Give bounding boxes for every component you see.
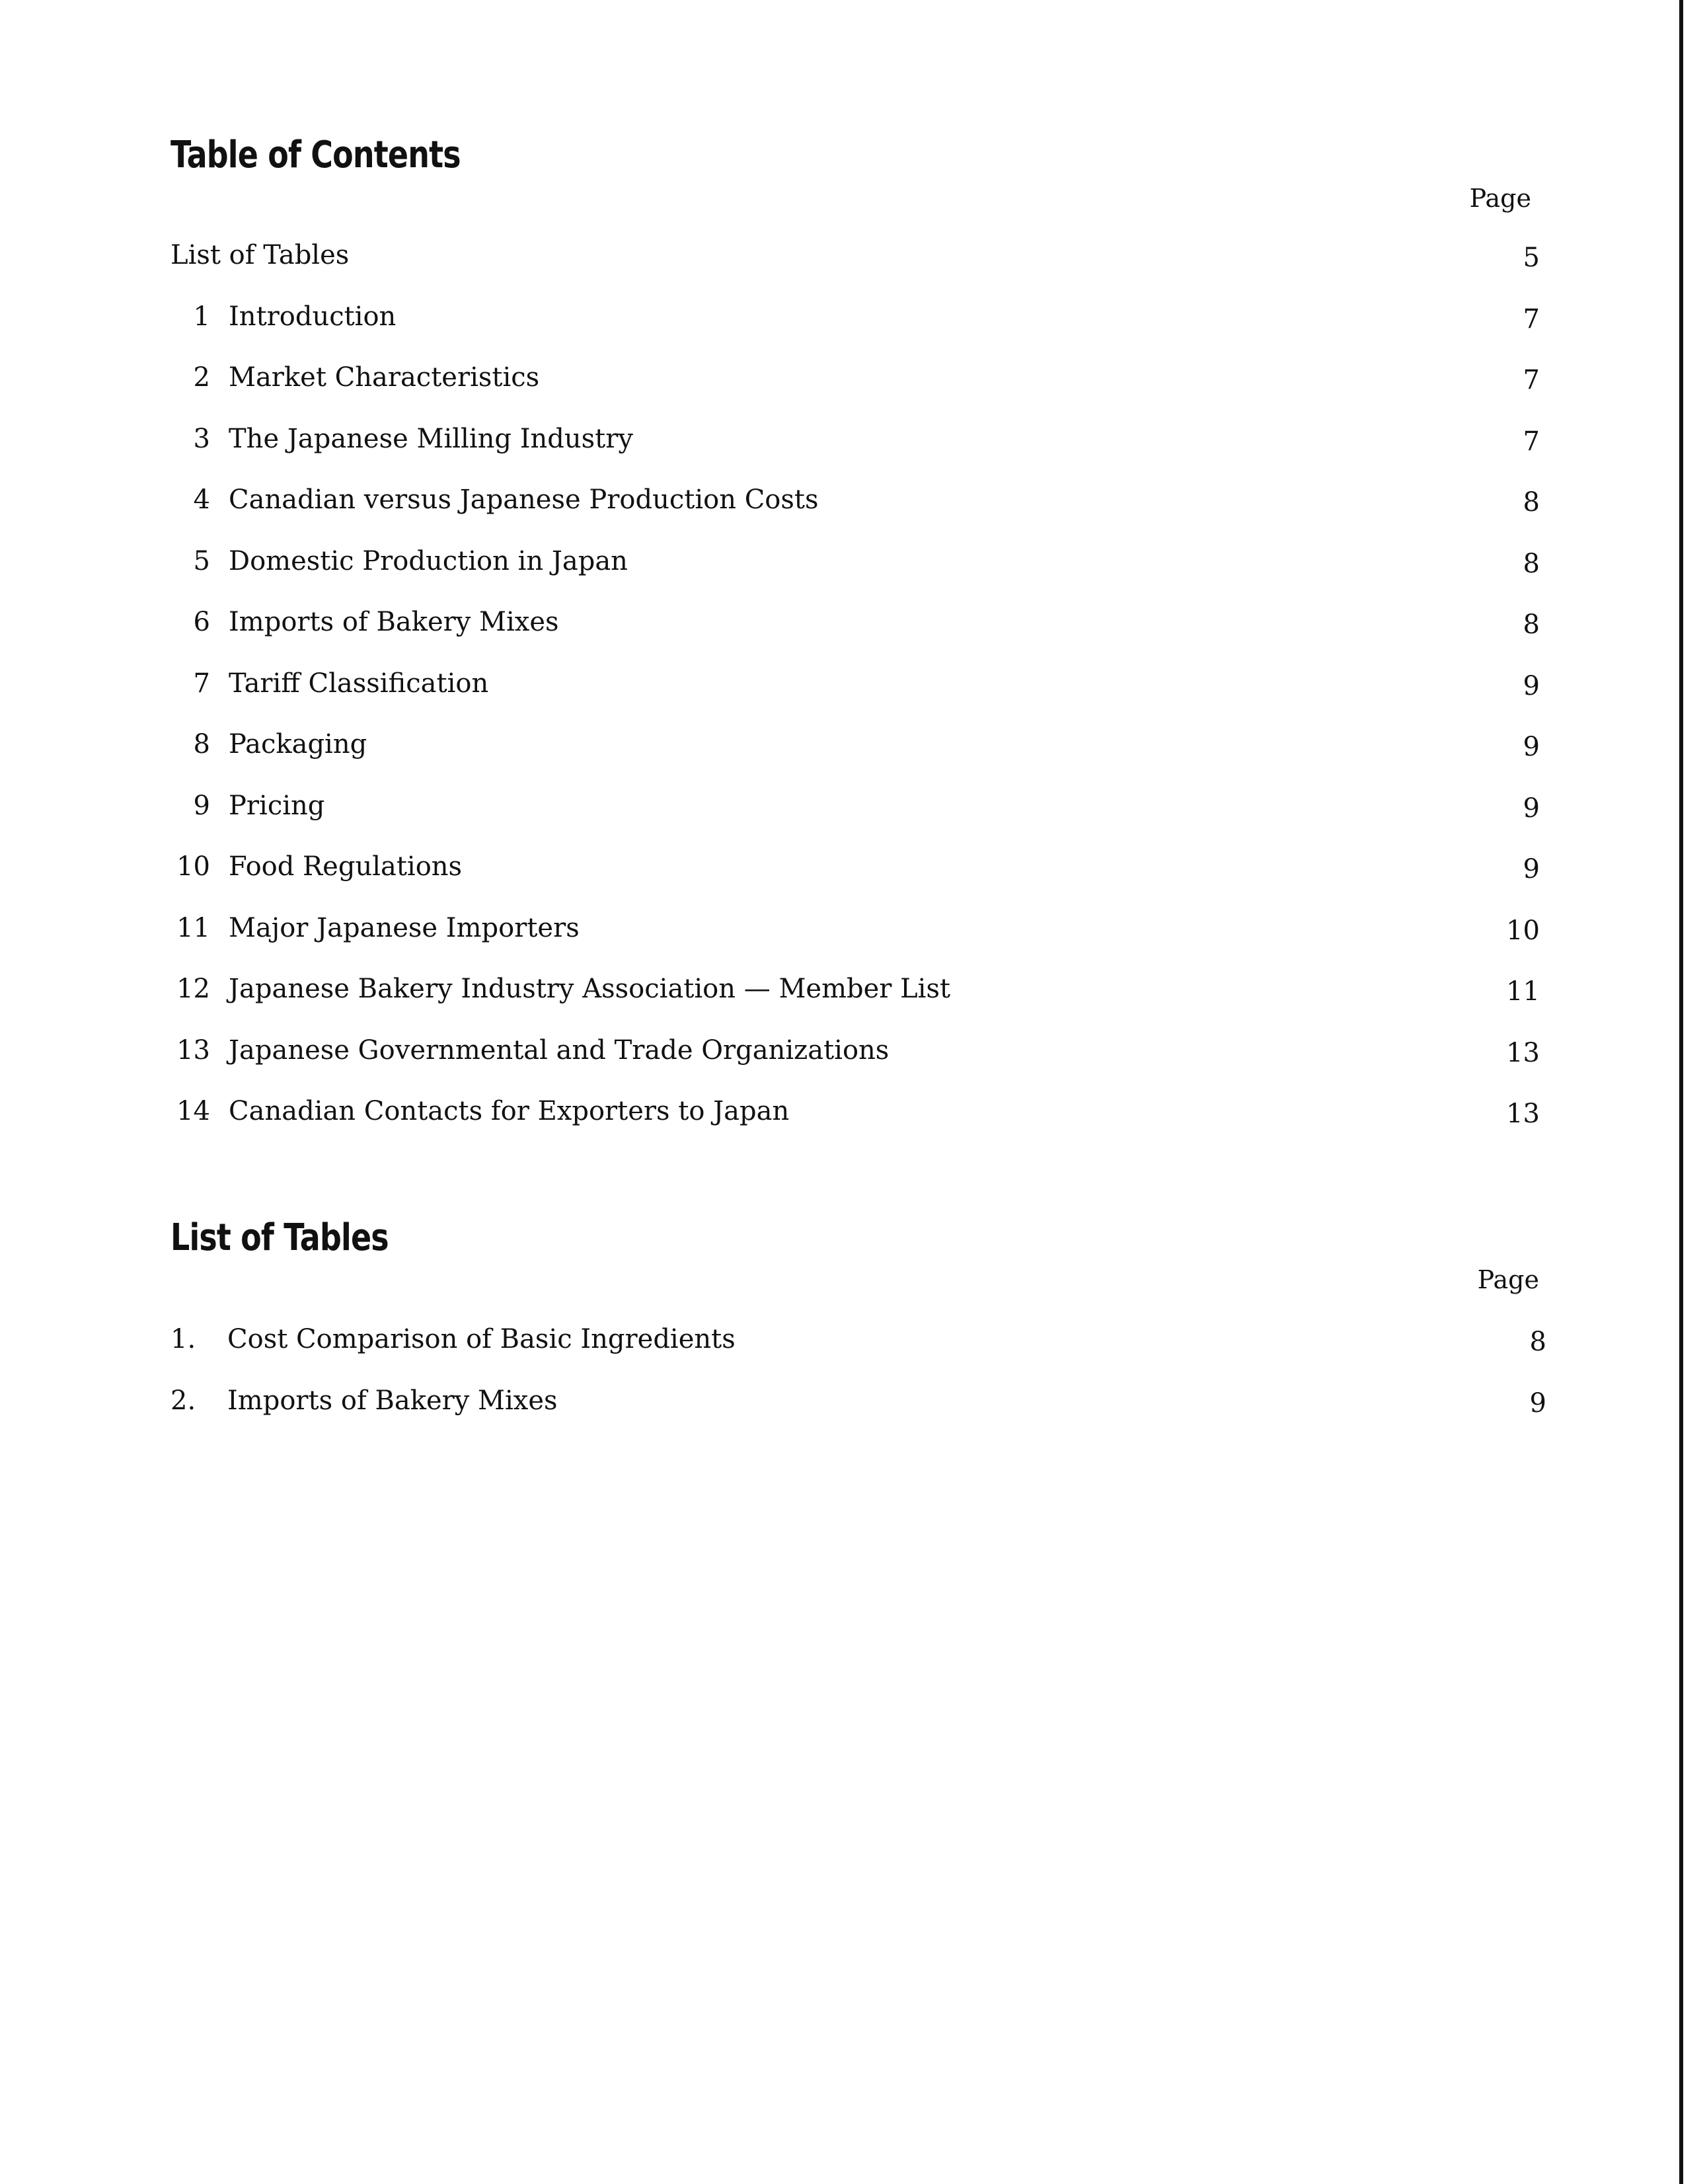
toc-entry[interactable] [171,604,1540,665]
toc-entry-number: 5 [193,545,210,576]
toc-entry[interactable] [171,298,1540,360]
toc-entry-title: Major Japanese Importers [229,912,580,943]
toc-entry[interactable] [171,481,1540,543]
page-edge [1679,0,1707,2184]
table-list-entry-page: 9 [1529,1387,1546,1419]
table-list-entry-title: Imports of Bakery Mixes [227,1385,558,1416]
toc-heading: Table of Contents [171,134,461,176]
toc-entry-title: List of Tables [171,240,350,270]
table-list-entry[interactable] [171,1382,1546,1444]
toc-entry-number: 1 [193,301,210,332]
table-list-entry-page: 8 [1529,1327,1546,1357]
toc-entry-title: Food Regulations [229,851,463,882]
table-list-entry-number: 1. [171,1324,196,1354]
toc-entry[interactable] [171,1032,1540,1093]
toc-entry-title: Pricing [229,790,325,821]
toc-entry[interactable] [171,420,1540,482]
toc-entry-page: 8 [1523,609,1540,640]
toc-entry-number: 13 [176,1034,210,1066]
toc-entry-title: The Japanese Milling Industry [229,423,633,454]
toc-entry-number: 7 [193,668,210,699]
toc-entry-title: Tariff Classification [229,668,489,699]
toc-entry-page: 9 [1523,670,1540,701]
toc-entry-title: Canadian Contacts for Exporters to Japan [229,1096,790,1126]
list-of-tables-list [171,1321,1546,1443]
toc-entry-page: 13 [1506,1037,1540,1068]
toc-entry-title: Japanese Bakery Industry Association — Member List [229,974,951,1004]
toc-entry-title: Domestic Production in Japan [229,545,628,576]
toc-entry-number: 4 [193,485,210,515]
toc-entry-page: 9 [1523,732,1540,762]
toc-entry-number: 6 [193,607,210,637]
toc-entry-page: 7 [1523,426,1540,457]
toc-entry-page: 13 [1506,1099,1540,1129]
toc-entry-page: 5 [1523,243,1540,273]
toc-entry-page: 11 [1506,976,1540,1007]
toc-entry[interactable] [171,970,1540,1032]
toc-entry[interactable] [171,848,1540,910]
toc-entry[interactable] [171,787,1540,849]
table-list-entry-title: Cost Comparison of Basic Ingredients [227,1324,736,1354]
toc-entry-number: 14 [176,1096,210,1126]
toc-entry[interactable] [171,359,1540,420]
toc-entry-title: Market Characteristics [229,362,540,393]
toc-entry[interactable] [171,237,1540,298]
toc-entry-title: Japanese Governmental and Trade Organizations [229,1034,890,1066]
toc-entry-page: 10 [1506,915,1540,946]
toc-entry-page: 9 [1523,854,1540,884]
toc-entry-number: 12 [176,974,210,1004]
toc-page-column-label: Page [1469,184,1531,213]
toc-entry-number: 8 [193,729,210,760]
table-list-entry-number: 2. [171,1385,196,1416]
toc-entry-title: Packaging [229,729,367,760]
toc-entry-page: 9 [1523,793,1540,824]
toc-entry-number: 3 [193,423,210,454]
toc-entry-page: 7 [1523,303,1540,334]
table-list-entry[interactable] [171,1321,1546,1382]
toc-entry-title: Canadian versus Japanese Production Costs [229,485,819,515]
toc-list [171,237,1540,1154]
toc-entry-title: Imports of Bakery Mixes [229,607,559,637]
list-of-tables-heading: List of Tables [171,1216,389,1259]
toc-entry[interactable] [171,1093,1540,1154]
toc-entry-number: 9 [193,790,210,821]
toc-entry-title: Introduction [229,301,397,332]
toc-entry-page: 8 [1523,487,1540,518]
toc-entry-number: 11 [176,912,210,943]
toc-entry-page: 7 [1523,365,1540,395]
toc-entry[interactable] [171,543,1540,604]
toc-entry-page: 8 [1523,548,1540,579]
list-of-tables-page-column-label: Page [1477,1265,1539,1294]
toc-entry[interactable] [171,910,1540,971]
toc-entry-number: 10 [176,851,210,882]
toc-entry[interactable] [171,665,1540,726]
toc-entry[interactable] [171,726,1540,787]
toc-entry-number: 2 [193,362,210,393]
